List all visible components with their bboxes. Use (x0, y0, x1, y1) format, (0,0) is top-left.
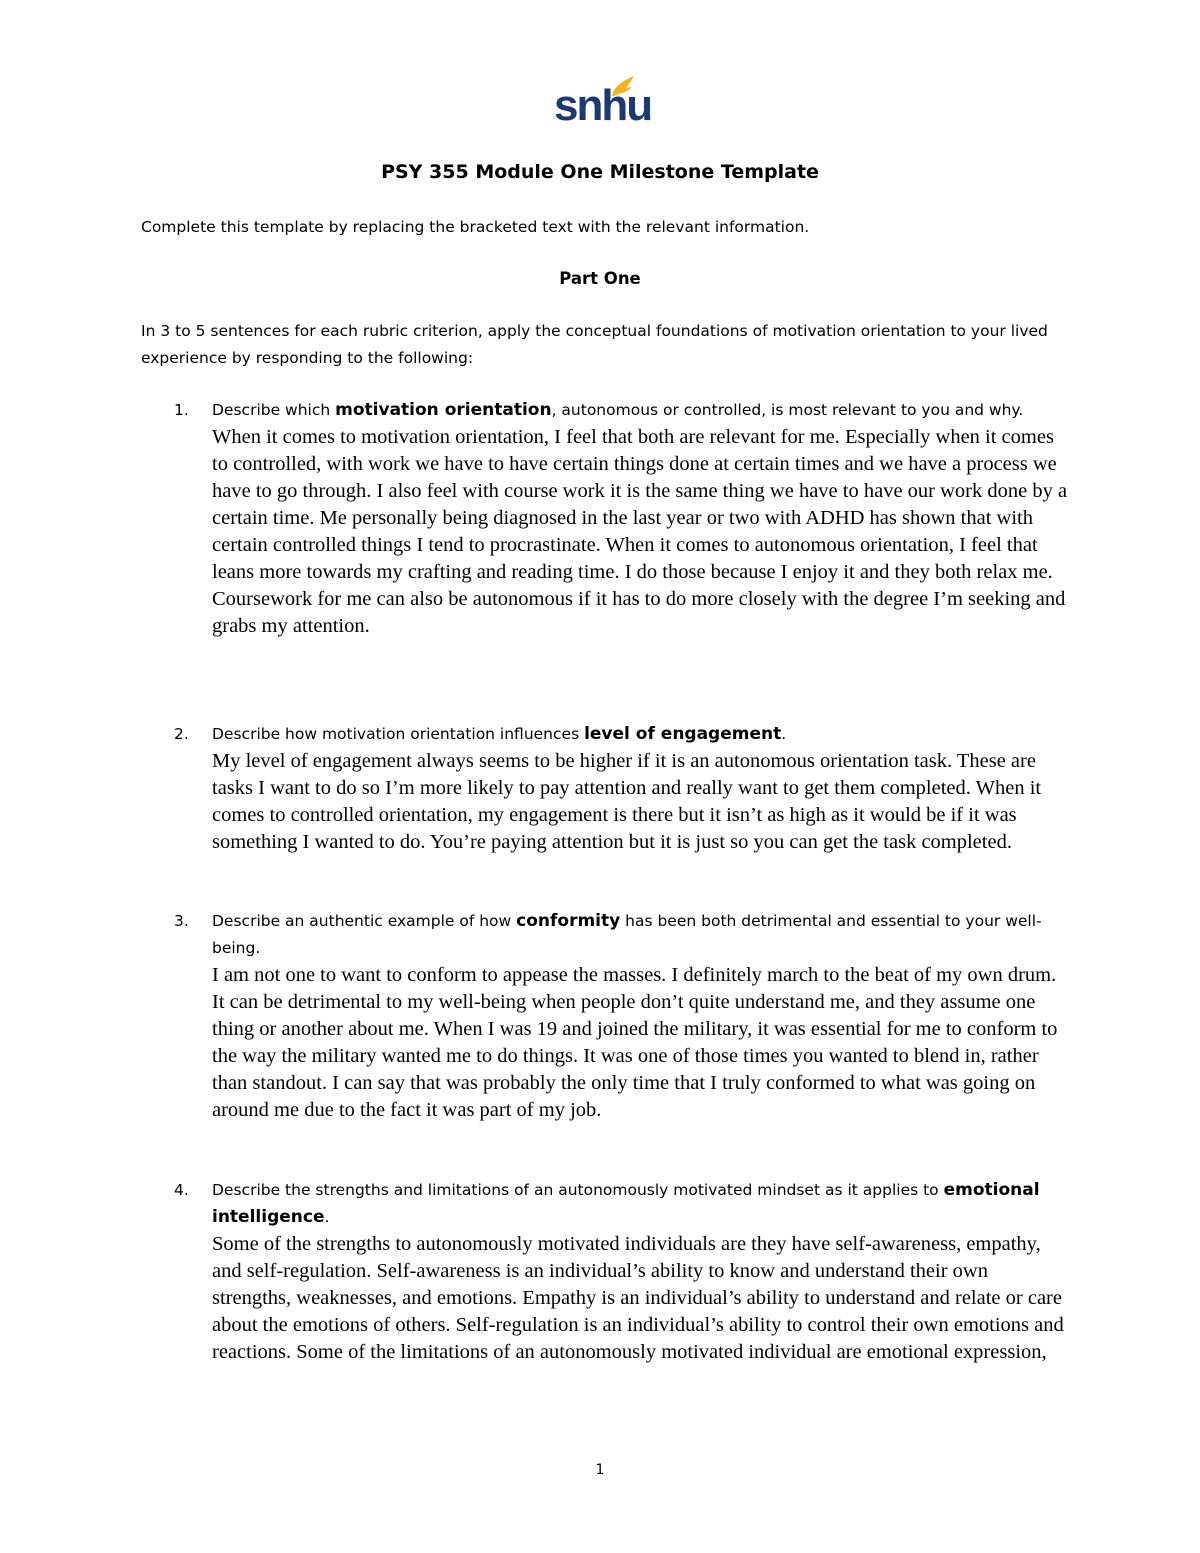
prompt-keyword: conformity (516, 911, 621, 931)
part-heading: Part One (559, 269, 641, 288)
item-number: 4. (174, 1181, 189, 1199)
item-number: 2. (174, 725, 189, 743)
page-title: PSY 355 Module One Milestone Template (381, 161, 819, 183)
instructions-text: In 3 to 5 sentences for each rubric criterion, apply the conceptual foundations of motivation orientation to your lived experience by responding to the following: (141, 322, 1048, 367)
item-prompt: Describe the strengths and limitations of an autonomously motivated mindset as it applies to emotional intelligence. (212, 1180, 1040, 1227)
item-answer: When it comes to motivation orientation, I feel that both are relevant for me. Especially when it comes to controlled, with work we have to have certain things done at certain times and we have a process we have to go through. I also feel with course work it is the same thing we have to have our work done by a certain time. Me personally being diagnosed in the last year or two with ADHD has shown that with certain controlled things I tend to procrastinate. When it comes to autonomous orientation, I feel that leans more towards my crafting and reading time. I do those because I enjoy it and they both relax me. Coursework for me can also be autonomous if it has to do more closely with the degree I’m seeking and grabs my attention. (212, 426, 1068, 637)
intro-text: Complete this template by replacing the bracketed text with the relevant information. (141, 218, 810, 236)
item-answer: Some of the strengths to autonomously motivated individuals are they have self-awareness, empathy, and self-regulation. Self-awareness is an individual’s ability to know and understand their own strengths, weaknesses, and emotions. Empathy is an individual’s ability to understand and relate or care about the emotions of others. Self-regulation is an individual’s ability to control their own emotions and reactions. Some of the limitations of an autonomously motivated individual are emotional expression, (212, 1233, 1064, 1363)
item-answer: My level of engagement always seems to be higher if it is an autonomous orientation task. These are tasks I want to do so I’m more likely to pay attention and really want to get them completed. When it comes to controlled orientation, my engagement is there but it isn’t as high as it would be if it was something I wanted to do. You’re paying attention but it is just so you can get the task completed. (212, 750, 1042, 853)
prompt-keyword: emotional intelligence (212, 1180, 1040, 1227)
item-prompt: Describe which motivation orientation, autonomous or controlled, is most relevant to you and why. (212, 400, 1024, 420)
page-number: 1 (595, 1462, 605, 1478)
item-prompt: Describe how motivation orientation influences level of engagement. (212, 724, 787, 744)
prompt-keyword: level of engagement (584, 724, 782, 744)
snhu-logo (554, 74, 652, 132)
item-answer: I am not one to want to conform to appease the masses. I definitely march to the beat of my own drum. It can be detrimental to my well-being when people don’t quite understand me, and they assume one thing or another about me. When I was 19 and joined the military, it was essential for me to conform to the way the military wanted me to do things. It was one of those times you wanted to blend in, rather than standout. I can say that was probably the only time that I truly conformed to what was going on around me due to the fact it was part of my job. (212, 964, 1058, 1121)
item-prompt: Describe an authentic example of how conformity has been both detrimental and essential to your well-being. (212, 911, 1042, 957)
logo-text: snhu (554, 81, 652, 130)
item-number: 1. (174, 401, 189, 419)
prompt-keyword: motivation orientation (335, 400, 552, 420)
item-number: 3. (174, 912, 189, 930)
